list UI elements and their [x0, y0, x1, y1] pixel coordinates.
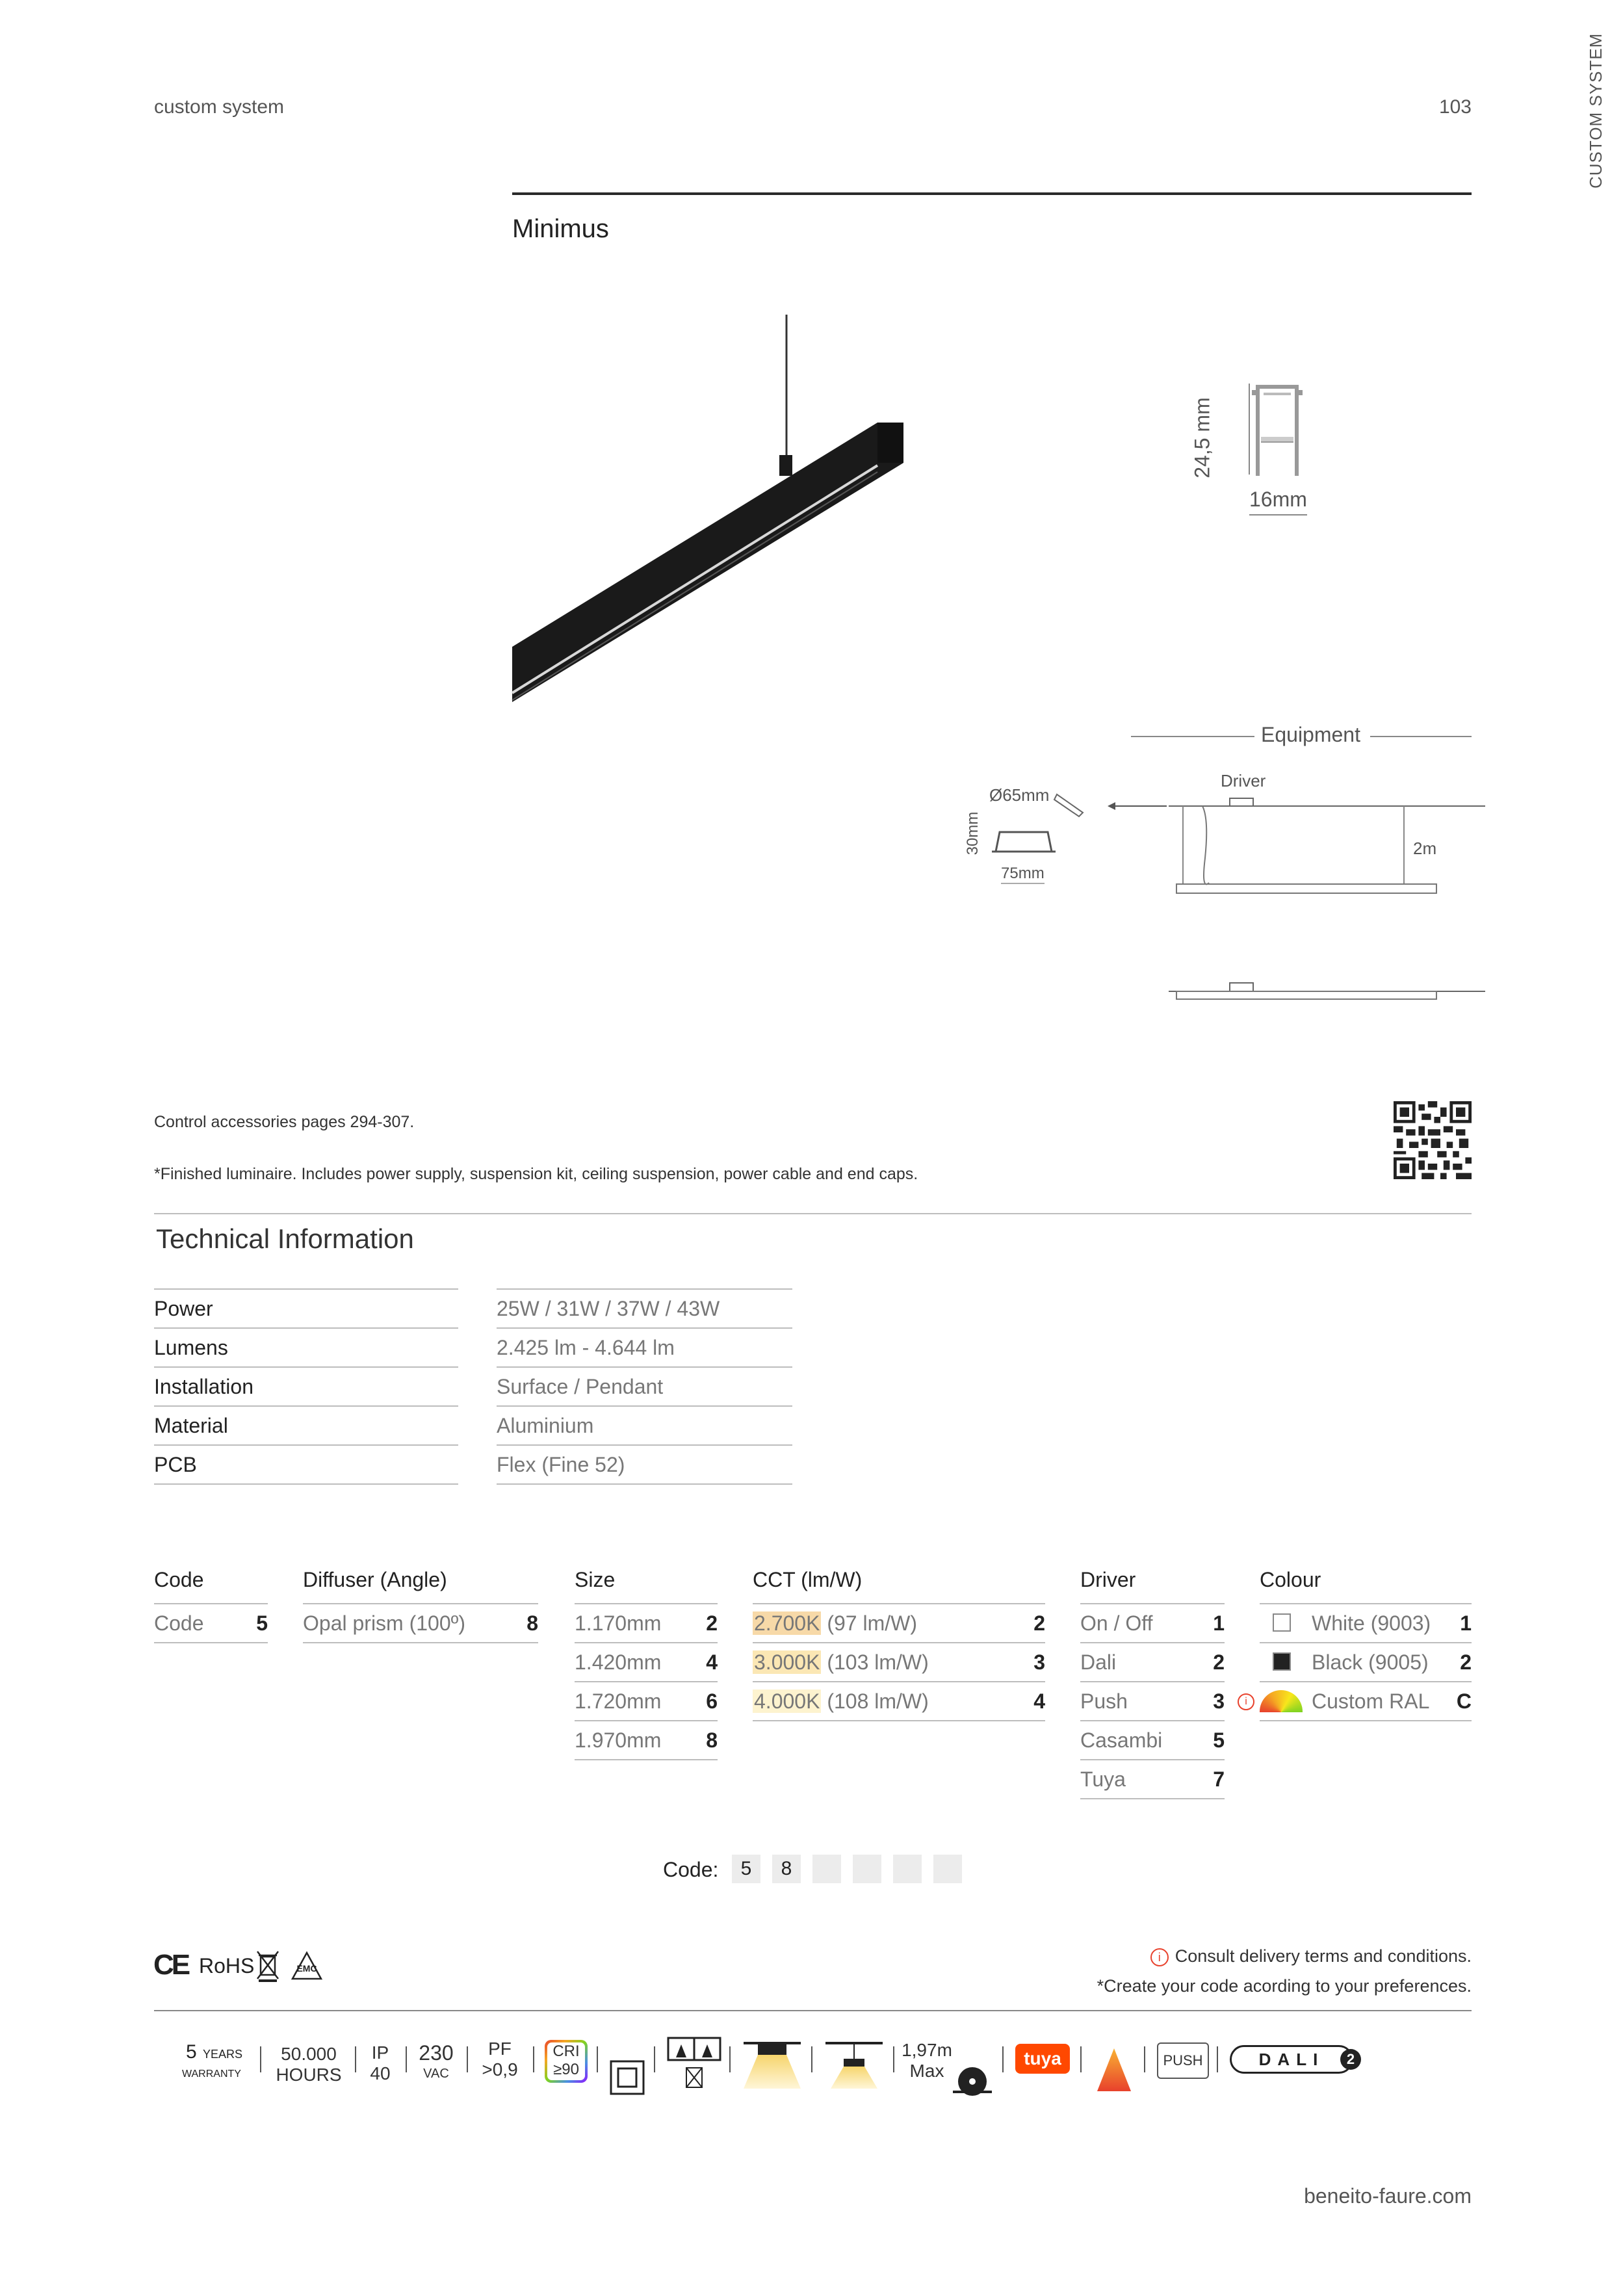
separator — [1217, 2046, 1218, 2072]
cri-badge — [545, 2040, 588, 2083]
driver-option[interactable] — [1080, 1642, 1225, 1681]
delivery-note-text: Consult delivery terms and conditions. — [1175, 1946, 1472, 1966]
voltage-value: 230 — [419, 2041, 454, 2065]
luminaire-image — [507, 312, 910, 715]
ip-label: IP — [371, 2042, 389, 2063]
separator — [467, 2046, 468, 2072]
profile-height-label: 24,5 mm — [1190, 397, 1214, 478]
column-header-driver: Driver — [1080, 1568, 1136, 1591]
hours-badge — [273, 2044, 344, 2109]
warranty-unit: YEARS — [203, 2048, 243, 2061]
ip-badge — [364, 2042, 396, 2107]
code-slot-5[interactable] — [893, 1855, 922, 1883]
driver-option[interactable] — [1080, 1681, 1225, 1720]
code-slot-6[interactable] — [933, 1855, 962, 1883]
separator — [1080, 2046, 1082, 2072]
colour-option-label: Custom RAL — [1312, 1689, 1430, 1713]
technical-label-lumens: Lumens — [154, 1329, 458, 1368]
cct-value: 4.000K — [754, 1689, 820, 1713]
dali-label: DALI — [1230, 2045, 1353, 2074]
title-rule — [512, 192, 1472, 195]
technical-value-material: Aluminium — [497, 1407, 792, 1446]
size-option-code: 4 — [706, 1650, 718, 1674]
driver-option-label: On / Off — [1080, 1611, 1153, 1635]
separator — [260, 2046, 261, 2072]
rohs-mark: RoHS — [199, 1954, 255, 1977]
column-header-colour: Colour — [1260, 1568, 1321, 1591]
colour-option[interactable] — [1260, 1603, 1472, 1642]
colour-option-label: Black (9005) — [1312, 1650, 1429, 1674]
box-height-label: 30mm — [964, 811, 981, 855]
cct-option-code: 4 — [1033, 1689, 1045, 1713]
fire-safety-icon — [667, 2033, 721, 2098]
separator — [893, 2046, 894, 2072]
profile-section-drawing — [1235, 377, 1319, 481]
code-option-label: Code — [154, 1611, 204, 1635]
page-number: 103 — [1438, 96, 1472, 118]
casambi-icon — [1096, 2037, 1132, 2102]
feature-strip — [156, 2028, 1482, 2093]
size-option-code: 8 — [706, 1729, 718, 1752]
cct-option[interactable] — [753, 1681, 1045, 1721]
separator — [597, 2046, 598, 2072]
class-ii-icon — [610, 2045, 645, 2110]
driver-option-code: 1 — [1213, 1611, 1225, 1635]
technical-value-installation: Surface / Pendant — [497, 1368, 792, 1407]
ip-value: 40 — [370, 2063, 391, 2083]
driver-option-label: Casambi — [1080, 1729, 1163, 1752]
footer-divider — [154, 2010, 1472, 2011]
cct-option-label — [753, 1643, 929, 1681]
profile-width-label: 16mm — [1249, 488, 1307, 515]
cct-option-label — [753, 1682, 929, 1720]
max-length-badge — [901, 2040, 953, 2105]
warranty-years: 5 — [186, 2041, 197, 2063]
downlight-beam-icon — [741, 2032, 803, 2097]
technical-value-lumens: 2.425 lm - 4.644 lm — [497, 1329, 792, 1368]
qr-code[interactable] — [1394, 1101, 1472, 1179]
technical-title: Technical Information — [156, 1223, 414, 1254]
separator — [406, 2046, 407, 2072]
separator — [1144, 2046, 1145, 2072]
weee-icon — [255, 1949, 281, 1983]
cct-value: 2.700K — [754, 1611, 820, 1635]
size-option[interactable] — [575, 1681, 718, 1720]
info-icon: i — [1150, 1948, 1169, 1966]
driver-option-code: 3 — [1213, 1689, 1225, 1713]
diffuser-option[interactable] — [303, 1603, 538, 1643]
size-option[interactable] — [575, 1642, 718, 1681]
create-note: *Create your code acording to your preferences. — [1097, 1976, 1472, 1996]
separator — [355, 2046, 356, 2072]
cct-efficacy: (103 lm/W) — [827, 1650, 929, 1674]
size-option[interactable] — [575, 1720, 718, 1760]
emc-label: EMC — [296, 1963, 317, 1974]
technical-value-pcb: Flex (Fine 52) — [497, 1446, 792, 1485]
pf-badge — [477, 2039, 523, 2104]
size-option-label: 1.170mm — [575, 1611, 662, 1635]
size-option-label: 1.970mm — [575, 1729, 662, 1752]
cct-option-code: 3 — [1033, 1650, 1045, 1674]
technical-value-power: 25W / 31W / 37W / 43W — [497, 1290, 792, 1329]
cct-option-code: 2 — [1033, 1611, 1045, 1635]
cct-value: 3.000K — [754, 1650, 820, 1674]
warranty-badge — [156, 2028, 253, 2093]
box-width-label: 75mm — [1001, 865, 1045, 884]
driver-option-label: Dali — [1080, 1650, 1117, 1674]
colour-option-label: White (9003) — [1312, 1611, 1431, 1635]
voltage-label: VAC — [423, 2067, 449, 2081]
separator — [729, 2046, 731, 2072]
code-option-code: 5 — [256, 1611, 268, 1635]
column-header-size: Size — [575, 1568, 616, 1591]
cct-efficacy: (108 lm/W) — [827, 1689, 929, 1713]
column-header-code: Code — [154, 1568, 204, 1591]
cct-option-label — [753, 1604, 917, 1642]
size-option-code: 6 — [706, 1689, 718, 1713]
colour-swatch — [1273, 1613, 1291, 1632]
pf-value: >0,9 — [482, 2059, 518, 2080]
separator — [533, 2046, 534, 2072]
hours-label: HOURS — [276, 2065, 342, 2085]
driver-option-code: 5 — [1213, 1729, 1225, 1752]
separator — [1002, 2046, 1004, 2072]
driver-option-label: Tuya — [1080, 1768, 1126, 1791]
diffuser-option-label: Opal prism (100º) — [303, 1611, 465, 1635]
product-title: Minimus — [512, 215, 609, 243]
code-slot-4[interactable] — [853, 1855, 881, 1883]
ral-fan-icon — [1260, 1690, 1303, 1712]
delivery-note — [1066, 1946, 1472, 1966]
technical-label-material: Material — [154, 1407, 458, 1446]
equipment-rule-right — [1370, 736, 1472, 737]
code-builder-label: Code: — [663, 1858, 719, 1881]
equipment-title: Equipment — [1261, 723, 1360, 746]
technical-label-pcb: PCB — [154, 1446, 458, 1485]
hours-value: 50.000 — [281, 2044, 337, 2064]
driver-option-code: 2 — [1213, 1650, 1225, 1674]
max-length-label: Max — [909, 2061, 944, 2081]
equipment-drawing — [988, 780, 1495, 1014]
notes-divider — [154, 1213, 1472, 1214]
size-option-label: 1.420mm — [575, 1650, 662, 1674]
saw-blade-icon — [953, 2045, 992, 2110]
colour-swatch — [1273, 1652, 1291, 1671]
tuya-badge: tuya — [1015, 2044, 1070, 2074]
accessories-note: Control accessories pages 294-307. — [154, 1113, 415, 1131]
code-slot-3[interactable] — [812, 1855, 841, 1883]
finished-note: *Finished luminaire. Includes power supply, suspension kit, ceiling suspension, power cable and end caps. — [154, 1165, 918, 1183]
ce-mark: CE — [153, 1949, 188, 1981]
separator — [654, 2046, 655, 2072]
dali-badge — [1230, 2045, 1360, 2074]
colour-option-code: 2 — [1460, 1650, 1472, 1674]
cct-efficacy: (97 lm/W) — [827, 1611, 917, 1635]
code-option[interactable] — [154, 1603, 268, 1643]
separator — [811, 2046, 812, 2072]
pendant-beam-icon — [823, 2032, 885, 2097]
size-option-label: 1.720mm — [575, 1689, 662, 1713]
code-slot-1[interactable]: 5 — [732, 1855, 760, 1883]
column-header-diffuser: Diffuser (Angle) — [303, 1568, 447, 1591]
column-header-cct: CCT (lm/W) — [753, 1568, 863, 1591]
section-title: custom system — [154, 96, 285, 118]
colour-option[interactable] — [1245, 1681, 1472, 1721]
info-icon: i — [1238, 1693, 1254, 1710]
size-option[interactable] — [575, 1603, 718, 1642]
pf-label: PF — [488, 2039, 512, 2059]
colour-option-code: C — [1456, 1689, 1472, 1713]
push-badge: PUSH — [1157, 2042, 1209, 2079]
driver-option-label: Push — [1080, 1689, 1128, 1713]
technical-label-installation: Installation — [154, 1368, 458, 1407]
side-tab: CUSTOM SYSTEM — [1586, 33, 1605, 189]
cri-value: ≥90 — [553, 2061, 579, 2078]
dali-version: 2 — [1340, 2049, 1361, 2070]
driver-option-code: 7 — [1213, 1768, 1225, 1791]
warranty-label: WARRANTY — [182, 2068, 241, 2080]
driver-option[interactable] — [1080, 1603, 1225, 1642]
colour-option-code: 1 — [1460, 1611, 1472, 1635]
driver-label: Driver — [1221, 771, 1266, 790]
max-length-value: 1,97m — [902, 2040, 952, 2060]
voltage-badge — [413, 2042, 459, 2107]
cct-option[interactable] — [753, 1603, 1045, 1642]
diffuser-option-code: 8 — [526, 1611, 538, 1635]
technical-label-power: Power — [154, 1290, 458, 1329]
cable-length-label: 2m — [1413, 839, 1437, 858]
code-slot-2[interactable]: 8 — [772, 1855, 801, 1883]
size-option-code: 2 — [706, 1611, 718, 1635]
website-link[interactable]: beneito-faure.com — [1304, 2184, 1472, 2208]
cct-option[interactable] — [753, 1642, 1045, 1681]
colour-option[interactable] — [1260, 1642, 1472, 1681]
driver-option[interactable] — [1080, 1720, 1225, 1759]
cri-label: CRI — [552, 2042, 580, 2060]
driver-option[interactable] — [1080, 1759, 1225, 1799]
emc-mark — [290, 1950, 324, 1981]
equipment-rule-left — [1131, 736, 1254, 737]
hole-diameter-label: Ø65mm — [989, 785, 1050, 805]
